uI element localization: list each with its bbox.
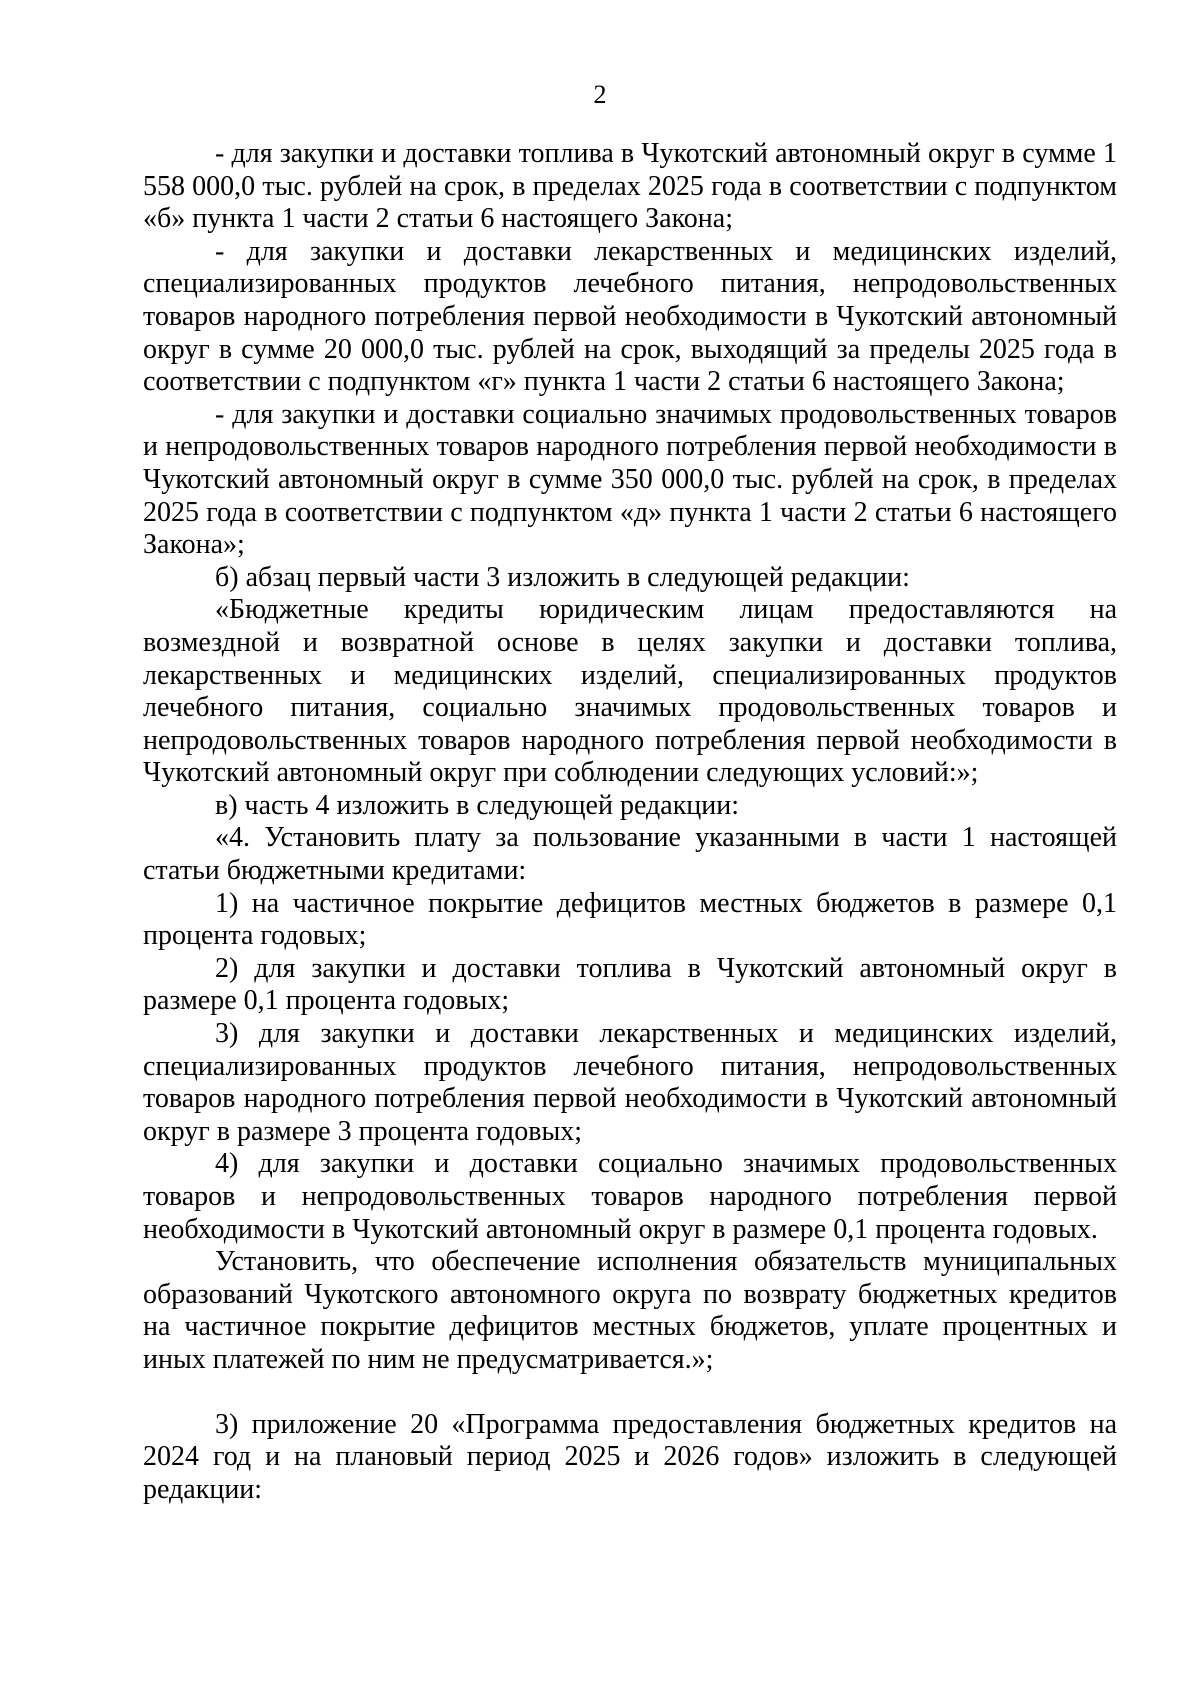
paragraph-rate-4: 4) для закупки и доставки социально значимых продовольственных товаров и непродовольственных товаров народного потребления первой необходимости в Чукотский автономный округ в размере 0,1 процента годовых. [143,1148,1117,1245]
page-number: 2 [593,80,607,109]
paragraph-obligations: Установить, что обеспечение исполнения обязательств муниципальных образований Чукотского автономного округа по возврату бюджетных кредитов на частичное покрытие дефицитов местных бюджетов, уплате процентных и иных платежей по ним не предусматривается.»; [143,1246,1117,1375]
paragraph-appendix-20: 3) приложение 20 «Программа предоставления бюджетных кредитов на 2024 год и на плановый период 2025 и 2026 годов» изложить в следующей редакции: [143,1408,1117,1505]
paragraph-credits-conditions: «Бюджетные кредиты юридическим лицам предоставляются на возмездной и возвратной основе в целях закупки и доставки топлива, лекарственных и медицинских изделий, специализированных продуктов лечебного питания, социально значимых продовольственных товаров и непродовольственных товаров народного потребления первой необходимости в Чукотский автономный округ при соблюдении следующих условий:»; [143,594,1117,789]
paragraph-part-4: «4. Установить плату за пользование указанными в части 1 настоящей статьи бюджетными кредитами: [143,822,1117,887]
document-body [143,138,1117,1506]
paragraph-medical-credit: - для закупки и доставки лекарственных и медицинских изделий, специализированных продуктов лечебного питания, непродовольственных товаров народного потребления первой необходимости в Чукотский автономный округ в сумме 20 000,0 тыс. рублей на срок, выходящий за пределы 2025 года в соответствии с подпунктом «г» пункта 1 части 2 статьи 6 настоящего Закона; [143,235,1117,398]
paragraph-rate-2: 2) для закупки и доставки топлива в Чукотский автономный округ в размере 0,1 процента годовых; [143,952,1117,1017]
paragraph-food-credit: - для закупки и доставки социально значимых продовольственных товаров и непродовольственных товаров народного потребления первой необходимости в Чукотский автономный округ в сумме 350 000,0 тыс. рублей на срок, в пределах 2025 года в соответствии с подпунктом «д» пункта 1 части 2 статьи 6 настоящего Закона»; [143,398,1117,561]
paragraph-fuel-credit: - для закупки и доставки топлива в Чукотский автономный округ в сумме 1 558 000,0 тыс. рублей на срок, в пределах 2025 года в соответствии с подпунктом «б» пункта 1 части 2 статьи 6 настоящего Закона; [143,138,1117,235]
paragraph-rate-1: 1) на частичное покрытие дефицитов местных бюджетов в размере 0,1 процента годовых; [143,887,1117,952]
paragraph-rate-3: 3) для закупки и доставки лекарственных и медицинских изделий, специализированных продуктов лечебного питания, непродовольственных товаров народного потребления первой необходимости в Чукотский автономный округ в размере 3 процента годовых; [143,1018,1117,1147]
paragraph-item-b: б) абзац первый части 3 изложить в следующей редакции: [215,561,910,593]
paragraph-item-v: в) часть 4 изложить в следующей редакции: [215,789,740,821]
